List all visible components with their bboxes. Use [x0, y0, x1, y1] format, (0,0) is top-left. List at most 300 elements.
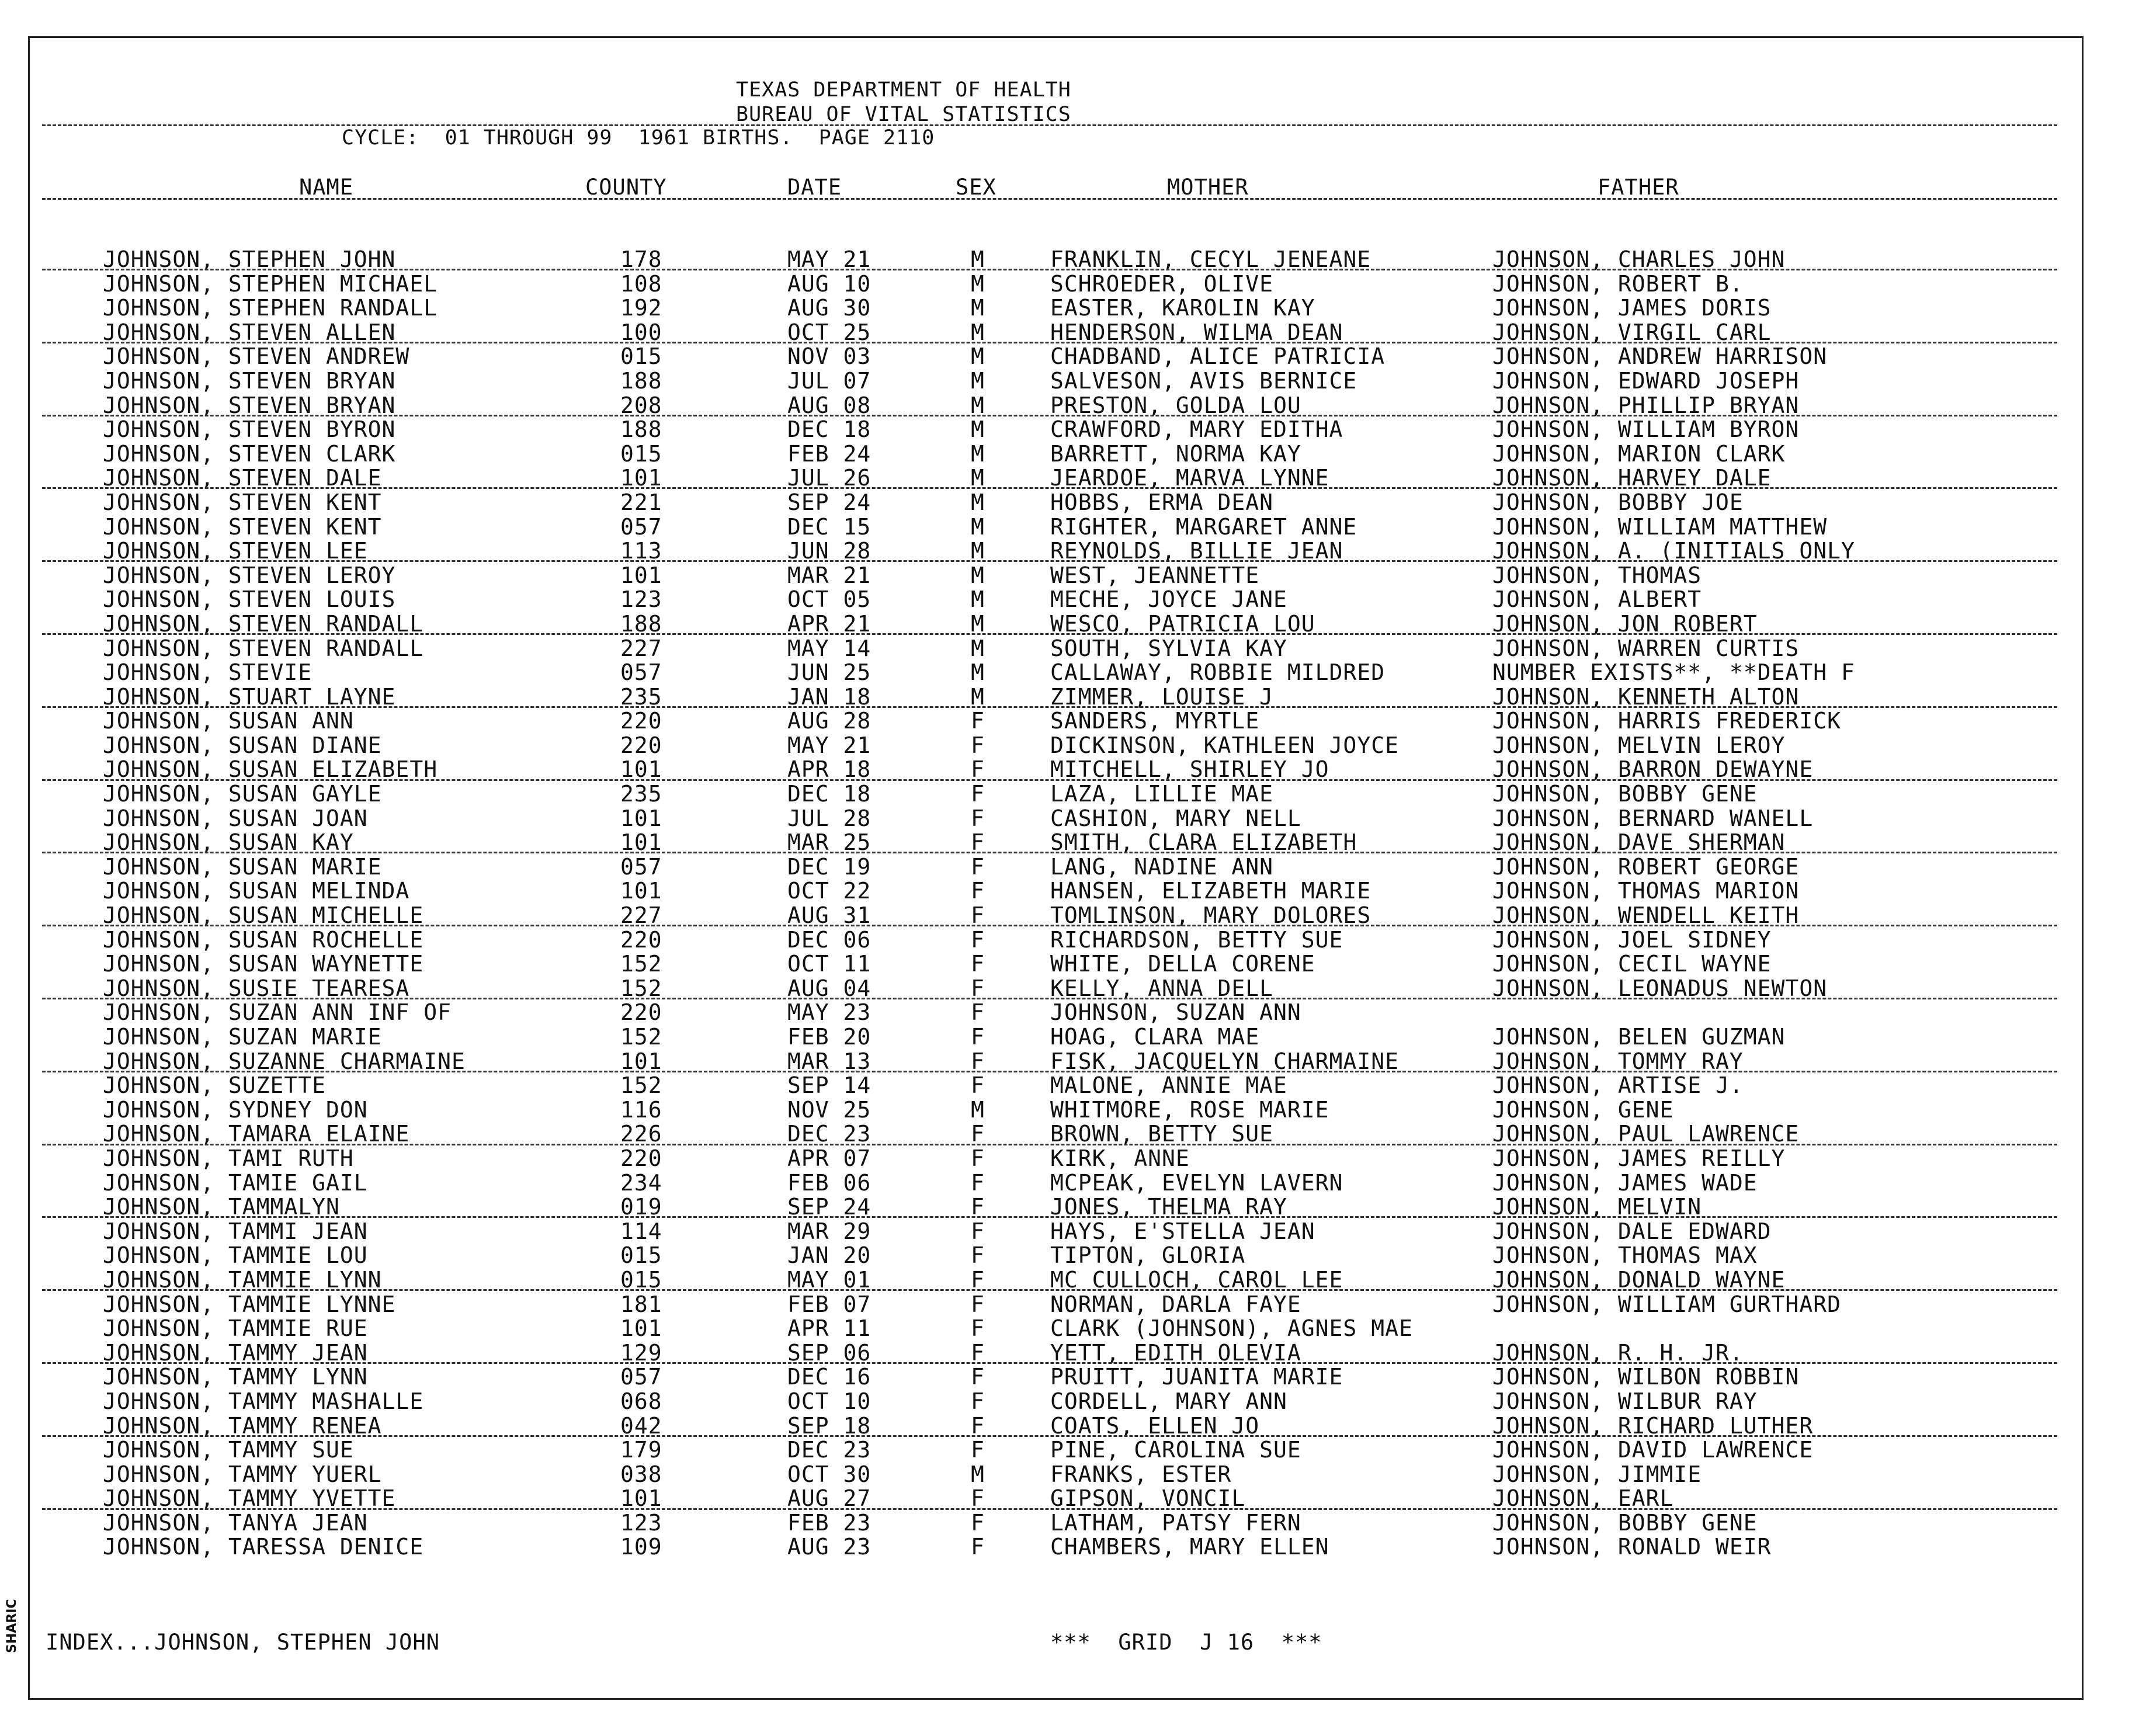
cell-sex: M [971, 1461, 985, 1487]
cell-county: 057 [620, 853, 662, 880]
cell-father: JOHNSON, VIRGIL CARL [1492, 319, 1772, 345]
cell-county: 101 [620, 1315, 662, 1342]
cell-name: JOHNSON, TAMMIE LYNN [103, 1266, 382, 1293]
cell-mother: CHAMBERS, MARY ELLEN [1050, 1534, 1329, 1560]
cell-father: JOHNSON, THOMAS [1492, 562, 1702, 588]
cell-county: 057 [620, 1364, 662, 1390]
column-header-sex: SEX [956, 175, 996, 200]
cell-name: JOHNSON, SUZAN MARIE [103, 1024, 382, 1050]
cell-mother: WESCO, PATRICIA LOU [1050, 610, 1315, 637]
column-header-mother: MOTHER [1167, 175, 1249, 200]
cell-father: JOHNSON, GENE [1492, 1096, 1674, 1123]
cell-mother: COATS, ELLEN JO [1050, 1412, 1260, 1439]
table-row [0, 515, 2132, 540]
cell-sex: M [971, 1096, 985, 1123]
cell-date: JAN 20 [787, 1242, 871, 1269]
cell-sex: M [971, 343, 985, 370]
cell-sex: M [971, 538, 985, 564]
cell-father: JOHNSON, BOBBY JOE [1492, 489, 1744, 515]
cell-sex: F [971, 1412, 985, 1439]
cell-mother: CRAWFORD, MARY EDITHA [1050, 416, 1343, 443]
cell-mother: MECHE, JOYCE JANE [1050, 586, 1287, 613]
cell-date: JUL 28 [787, 805, 871, 831]
cell-name: JOHNSON, TARESSA DENICE [103, 1534, 424, 1560]
cell-county: 234 [620, 1169, 662, 1196]
cell-name: JOHNSON, SUSAN KAY [103, 829, 354, 856]
table-row [0, 1244, 2132, 1268]
cell-sex: F [971, 1388, 985, 1414]
cell-date: AUG 27 [787, 1485, 871, 1512]
cell-father: JOHNSON, ROBERT B. [1492, 270, 1744, 297]
cell-date: FEB 07 [787, 1291, 871, 1317]
cell-name: JOHNSON, TAMMY SUE [103, 1437, 354, 1463]
cell-father: JOHNSON, WILLIAM MATTHEW [1492, 513, 1828, 540]
cell-mother: SALVESON, AVIS BERNICE [1050, 367, 1357, 394]
table-row [0, 1001, 2132, 1025]
cell-mother: HANSEN, ELIZABETH MARIE [1050, 878, 1371, 904]
cell-date: AUG 08 [787, 392, 871, 418]
cell-mother: WHITE, DELLA CORENE [1050, 951, 1315, 977]
cell-name: JOHNSON, STEVEN DALE [103, 465, 382, 491]
table-row [0, 661, 2132, 685]
cell-sex: F [971, 708, 985, 734]
cell-mother: SMITH, CLARA ELIZABETH [1050, 829, 1357, 856]
cell-county: 188 [620, 416, 662, 443]
cell-county: 101 [620, 562, 662, 588]
cell-father: JOHNSON, BOBBY GENE [1492, 781, 1758, 807]
cell-date: DEC 19 [787, 853, 871, 880]
table-row [0, 1098, 2132, 1123]
cell-county: 220 [620, 999, 662, 1026]
cell-sex: F [971, 999, 985, 1026]
cell-mother: RICHARDSON, BETTY SUE [1050, 926, 1343, 953]
cell-date: JUL 07 [787, 367, 871, 394]
cell-name: JOHNSON, STEVEN LOUIS [103, 586, 396, 613]
cell-mother: BARRETT, NORMA KAY [1050, 440, 1301, 467]
table-row [0, 345, 2132, 369]
cell-name: JOHNSON, STEVEN BRYAN [103, 392, 396, 418]
cell-sex: F [971, 926, 985, 953]
cell-father: JOHNSON, JIMMIE [1492, 1461, 1702, 1487]
cell-name: JOHNSON, SUSAN ANN [103, 708, 354, 734]
cell-county: 015 [620, 1242, 662, 1269]
cell-father: JOHNSON, ROBERT GEORGE [1492, 853, 1800, 880]
cell-sex: F [971, 853, 985, 880]
column-header-father: FATHER [1598, 175, 1679, 200]
row-divider [42, 706, 2057, 708]
cell-date: AUG 10 [787, 270, 871, 297]
cell-county: 101 [620, 829, 662, 856]
cell-county: 152 [620, 975, 662, 1001]
cell-date: FEB 23 [787, 1509, 871, 1536]
cell-county: 038 [620, 1461, 662, 1487]
cell-father: JOHNSON, LEONADUS NEWTON [1492, 975, 1828, 1001]
cell-father: JOHNSON, A. (INITIALS ONLY [1492, 538, 1855, 564]
cell-father: JOHNSON, HARVEY DALE [1492, 465, 1772, 491]
cell-county: 108 [620, 270, 662, 297]
row-divider [42, 779, 2057, 781]
table-row [0, 564, 2132, 588]
cell-name: JOHNSON, STEVEN KENT [103, 489, 382, 515]
cell-sex: M [971, 683, 985, 710]
cell-county: 101 [620, 465, 662, 491]
cell-county: 114 [620, 1218, 662, 1244]
cell-mother: MCPEAK, EVELYN LAVERN [1050, 1169, 1343, 1196]
cell-father: JOHNSON, ARTISE J. [1492, 1072, 1744, 1099]
table-row [0, 879, 2132, 904]
cell-date: OCT 30 [787, 1461, 871, 1487]
cell-date: MAR 13 [787, 1048, 871, 1074]
cell-date: SEP 18 [787, 1412, 871, 1439]
cell-county: 015 [620, 440, 662, 467]
cell-sex: F [971, 805, 985, 831]
cell-father: JOHNSON, RONALD WEIR [1492, 1534, 1772, 1560]
cell-sex: M [971, 416, 985, 443]
cell-mother: LATHAM, PATSY FERN [1050, 1509, 1301, 1536]
cell-county: 220 [620, 708, 662, 734]
cell-father: JOHNSON, BARRON DEWAYNE [1492, 756, 1814, 783]
table-row [0, 1025, 2132, 1050]
cell-date: DEC 23 [787, 1437, 871, 1463]
cell-county: 208 [620, 392, 662, 418]
cell-county: 042 [620, 1412, 662, 1439]
header-line-1: TEXAS DEPARTMENT OF HEALTH [736, 78, 1071, 102]
cell-name: JOHNSON, TANYA JEAN [103, 1509, 368, 1536]
table-row [0, 1390, 2132, 1414]
cell-father: JOHNSON, TOMMY RAY [1492, 1048, 1744, 1074]
cell-mother: MITCHELL, SHIRLEY JO [1050, 756, 1329, 783]
cell-mother: ZIMMER, LOUISE J [1050, 683, 1274, 710]
cell-sex: F [971, 1072, 985, 1099]
table-row [0, 588, 2132, 612]
cell-county: 057 [620, 659, 662, 686]
cell-date: MAR 21 [787, 562, 871, 588]
cell-father: JOHNSON, DALE EDWARD [1492, 1218, 1772, 1244]
cell-date: MAY 01 [787, 1266, 871, 1293]
cell-sex: M [971, 586, 985, 613]
cell-father: JOHNSON, ALBERT [1492, 586, 1702, 613]
cell-father: JOHNSON, RICHARD LUTHER [1492, 1412, 1814, 1439]
table-row [0, 1463, 2132, 1487]
footer-grid: *** GRID J 16 *** [1050, 1630, 1322, 1655]
cell-father: JOHNSON, CECIL WAYNE [1492, 951, 1772, 977]
cell-county: 057 [620, 513, 662, 540]
cell-father: JOHNSON, WILBON ROBBIN [1492, 1364, 1800, 1390]
cell-name: JOHNSON, STEVEN ANDREW [103, 343, 410, 370]
cell-father: JOHNSON, DAVID LAWRENCE [1492, 1437, 1814, 1463]
cell-sex: M [971, 465, 985, 491]
cell-sex: F [971, 1339, 985, 1366]
column-header-divider [42, 198, 2057, 200]
cell-date: NOV 03 [787, 343, 871, 370]
cell-date: FEB 24 [787, 440, 871, 467]
cell-father: JOHNSON, KENNETH ALTON [1492, 683, 1800, 710]
cell-name: JOHNSON, SUSAN MELINDA [103, 878, 410, 904]
table-row [0, 855, 2132, 880]
cell-county: 101 [620, 1048, 662, 1074]
cell-date: APR 07 [787, 1145, 871, 1171]
cell-name: JOHNSON, STEPHEN MICHAEL [103, 270, 438, 297]
cell-father: JOHNSON, JAMES DORIS [1492, 295, 1772, 321]
column-header-name: NAME [299, 175, 354, 200]
cell-mother: FRANKLIN, CECYL JENEANE [1050, 246, 1371, 272]
cell-county: 015 [620, 1266, 662, 1293]
cell-county: 220 [620, 732, 662, 758]
cell-county: 068 [620, 1388, 662, 1414]
cell-sex: F [971, 1194, 985, 1220]
row-divider [42, 269, 2057, 270]
cell-date: DEC 15 [787, 513, 871, 540]
cell-name: JOHNSON, STUART LAYNE [103, 683, 396, 710]
cell-county: 113 [620, 538, 662, 564]
cell-date: MAY 21 [787, 732, 871, 758]
cell-sex: M [971, 489, 985, 515]
row-divider [42, 1435, 2057, 1437]
cell-father: JOHNSON, THOMAS MARION [1492, 878, 1800, 904]
cell-county: 220 [620, 926, 662, 953]
cell-name: JOHNSON, SUSAN MARIE [103, 853, 382, 880]
cell-date: DEC 18 [787, 781, 871, 807]
cell-mother: CASHION, MARY NELL [1050, 805, 1301, 831]
cell-name: JOHNSON, SUSAN GAYLE [103, 781, 382, 807]
cell-father: JOHNSON, EARL [1492, 1485, 1674, 1512]
cell-county: 109 [620, 1534, 662, 1560]
cell-date: DEC 23 [787, 1121, 871, 1147]
cell-date: AUG 23 [787, 1534, 871, 1560]
cell-sex: M [971, 513, 985, 540]
cell-father: JOHNSON, EDWARD JOSEPH [1492, 367, 1800, 394]
table-row [0, 296, 2132, 321]
cell-sex: M [971, 367, 985, 394]
cell-county: 178 [620, 246, 662, 272]
cell-father: JOHNSON, BOBBY GENE [1492, 1509, 1758, 1536]
cell-name: JOHNSON, STEVEN RANDALL [103, 610, 424, 637]
cell-father: JOHNSON, PHILLIP BRYAN [1492, 392, 1800, 418]
cell-sex: F [971, 878, 985, 904]
cell-mother: HOAG, CLARA MAE [1050, 1024, 1260, 1050]
cell-sex: M [971, 295, 985, 321]
table-row [0, 1317, 2132, 1341]
cell-sex: F [971, 1024, 985, 1050]
cell-name: JOHNSON, STEPHEN RANDALL [103, 295, 438, 321]
table-row [0, 782, 2132, 807]
cell-date: OCT 22 [787, 878, 871, 904]
cell-mother: PINE, CAROLINA SUE [1050, 1437, 1301, 1463]
cell-date: DEC 06 [787, 926, 871, 953]
cell-mother: KIRK, ANNE [1050, 1145, 1190, 1171]
cell-date: FEB 06 [787, 1169, 871, 1196]
cell-father: JOHNSON, JON ROBERT [1492, 610, 1758, 637]
table-row [0, 807, 2132, 831]
cell-county: 179 [620, 1437, 662, 1463]
cell-date: APR 21 [787, 610, 871, 637]
cell-date: AUG 31 [787, 902, 871, 929]
cell-sex: M [971, 659, 985, 686]
cell-mother: RIGHTER, MARGARET ANNE [1050, 513, 1357, 540]
cell-sex: F [971, 829, 985, 856]
cell-mother: TOMLINSON, MARY DOLORES [1050, 902, 1371, 929]
cell-sex: M [971, 246, 985, 272]
table-row [0, 637, 2132, 661]
cell-county: 235 [620, 781, 662, 807]
row-divider [42, 415, 2057, 416]
cell-father: JOHNSON, WILLIAM GURTHARD [1492, 1291, 1841, 1317]
cell-sex: M [971, 440, 985, 467]
cell-date: JAN 18 [787, 683, 871, 710]
cell-mother: SANDERS, MYRTLE [1050, 708, 1260, 734]
cell-sex: F [971, 902, 985, 929]
cell-name: JOHNSON, TAMMIE LYNNE [103, 1291, 396, 1317]
cell-name: JOHNSON, TAMI RUTH [103, 1145, 354, 1171]
cell-mother: NORMAN, DARLA FAYE [1050, 1291, 1301, 1317]
cell-mother: LANG, NADINE ANN [1050, 853, 1274, 880]
cell-father: JOHNSON, PAUL LAWRENCE [1492, 1121, 1800, 1147]
cell-sex: F [971, 1169, 985, 1196]
column-header-date: DATE [787, 175, 842, 200]
cell-name: JOHNSON, STEVEN LEROY [103, 562, 396, 588]
cell-mother: JOHNSON, SUZAN ANN [1050, 999, 1301, 1026]
table-row [0, 1074, 2132, 1098]
cell-county: 152 [620, 951, 662, 977]
cell-sex: F [971, 756, 985, 783]
cell-name: JOHNSON, TAMMIE RUE [103, 1315, 368, 1342]
cell-name: JOHNSON, STEVEN LEE [103, 538, 368, 564]
cell-mother: SOUTH, SYLVIA KAY [1050, 635, 1287, 661]
cell-mother: KELLY, ANNA DELL [1050, 975, 1274, 1001]
cell-county: 221 [620, 489, 662, 515]
cell-date: DEC 16 [787, 1364, 871, 1390]
cell-date: OCT 11 [787, 951, 871, 977]
cell-county: 101 [620, 1485, 662, 1512]
cell-name: JOHNSON, STEVIE [103, 659, 312, 686]
cell-sex: F [971, 1534, 985, 1560]
cell-date: OCT 05 [787, 586, 871, 613]
cell-name: JOHNSON, SUSAN DIANE [103, 732, 382, 758]
cell-county: 152 [620, 1072, 662, 1099]
cell-date: MAY 23 [787, 999, 871, 1026]
cell-mother: CLARK (JOHNSON), AGNES MAE [1050, 1315, 1413, 1342]
cell-county: 227 [620, 902, 662, 929]
cell-name: JOHNSON, TAMMY RENEA [103, 1412, 382, 1439]
cell-date: AUG 30 [787, 295, 871, 321]
table-row [0, 491, 2132, 515]
cell-mother: FISK, JACQUELYN CHARMAINE [1050, 1048, 1399, 1074]
row-divider [42, 1071, 2057, 1072]
table-row [0, 734, 2132, 758]
row-divider [42, 342, 2057, 343]
cell-father: JOHNSON, DAVE SHERMAN [1492, 829, 1786, 856]
cell-father: JOHNSON, BERNARD WANELL [1492, 805, 1814, 831]
cell-date: SEP 06 [787, 1339, 871, 1366]
row-divider [42, 633, 2057, 635]
cell-father: JOHNSON, CHARLES JOHN [1492, 246, 1786, 272]
cell-sex: M [971, 270, 985, 297]
cell-county: 226 [620, 1121, 662, 1147]
cell-date: SEP 24 [787, 489, 871, 515]
cell-sex: F [971, 1485, 985, 1512]
cell-father: JOHNSON, DONALD WAYNE [1492, 1266, 1786, 1293]
table-row [0, 928, 2132, 953]
cell-mother: MC CULLOCH, CAROL LEE [1050, 1266, 1343, 1293]
cell-county: 015 [620, 343, 662, 370]
cell-mother: PRESTON, GOLDA LOU [1050, 392, 1301, 418]
cell-date: MAY 21 [787, 246, 871, 272]
cell-father: JOHNSON, JAMES REILLY [1492, 1145, 1786, 1171]
cell-name: JOHNSON, STEVEN CLARK [103, 440, 396, 467]
cell-date: FEB 20 [787, 1024, 871, 1050]
cell-county: 129 [620, 1339, 662, 1366]
cell-mother: REYNOLDS, BILLIE JEAN [1050, 538, 1343, 564]
column-header-county: COUNTY [585, 175, 667, 200]
cell-county: 100 [620, 319, 662, 345]
cell-date: DEC 18 [787, 416, 871, 443]
cell-mother: WEST, JEANNETTE [1050, 562, 1260, 588]
cell-sex: F [971, 1315, 985, 1342]
cell-sex: F [971, 1509, 985, 1536]
cell-sex: F [971, 975, 985, 1001]
cell-father: JOHNSON, MARION CLARK [1492, 440, 1786, 467]
cell-date: APR 18 [787, 756, 871, 783]
cell-sex: F [971, 1121, 985, 1147]
cell-mother: LAZA, LILLIE MAE [1050, 781, 1274, 807]
cell-date: JUN 28 [787, 538, 871, 564]
row-divider [42, 998, 2057, 999]
cell-father: JOHNSON, WILBUR RAY [1492, 1388, 1758, 1414]
cell-mother: CALLAWAY, ROBBIE MILDRED [1050, 659, 1386, 686]
row-divider [42, 852, 2057, 853]
table-row [0, 272, 2132, 297]
cell-sex: M [971, 392, 985, 418]
table-row [0, 442, 2132, 467]
row-divider [42, 925, 2057, 926]
cell-county: 188 [620, 367, 662, 394]
cell-father: JOHNSON, THOMAS MAX [1492, 1242, 1758, 1269]
cell-date: MAY 14 [787, 635, 871, 661]
row-divider [42, 1216, 2057, 1218]
cell-sex: F [971, 951, 985, 977]
cell-father: JOHNSON, WENDELL KEITH [1492, 902, 1800, 929]
cell-mother: HOBBS, ERMA DEAN [1050, 489, 1274, 515]
cell-father: JOHNSON, BELEN GUZMAN [1492, 1024, 1786, 1050]
cell-county: 152 [620, 1024, 662, 1050]
cell-father: JOHNSON, ANDREW HARRISON [1492, 343, 1828, 370]
cell-father: JOHNSON, WILLIAM BYRON [1492, 416, 1800, 443]
cell-father: JOHNSON, WARREN CURTIS [1492, 635, 1800, 661]
cycle-line: CYCLE: 01 THROUGH 99 1961 BIRTHS. PAGE 2110 [342, 126, 935, 150]
cell-name: JOHNSON, TAMMY LYNN [103, 1364, 368, 1390]
cell-date: SEP 24 [787, 1194, 871, 1220]
cell-name: JOHNSON, SUSAN JOAN [103, 805, 368, 831]
cell-mother: JONES, THELMA RAY [1050, 1194, 1287, 1220]
cell-sex: M [971, 562, 985, 588]
cell-mother: YETT, EDITH OLEVIA [1050, 1339, 1301, 1366]
cell-date: NOV 25 [787, 1096, 871, 1123]
cell-county: 227 [620, 635, 662, 661]
cell-mother: GIPSON, VONCIL [1050, 1485, 1246, 1512]
table-row [0, 1535, 2132, 1560]
cell-date: JUN 25 [787, 659, 871, 686]
cell-county: 116 [620, 1096, 662, 1123]
cell-name: JOHNSON, TAMMY YUERL [103, 1461, 382, 1487]
cell-father: JOHNSON, JOEL SIDNEY [1492, 926, 1772, 953]
table-row [0, 1171, 2132, 1196]
cell-mother: HENDERSON, WILMA DEAN [1050, 319, 1343, 345]
cell-mother: MALONE, ANNIE MAE [1050, 1072, 1287, 1099]
cell-sex: F [971, 1437, 985, 1463]
cell-county: 220 [620, 1145, 662, 1171]
cell-sex: M [971, 319, 985, 345]
cell-mother: CORDELL, MARY ANN [1050, 1388, 1287, 1414]
